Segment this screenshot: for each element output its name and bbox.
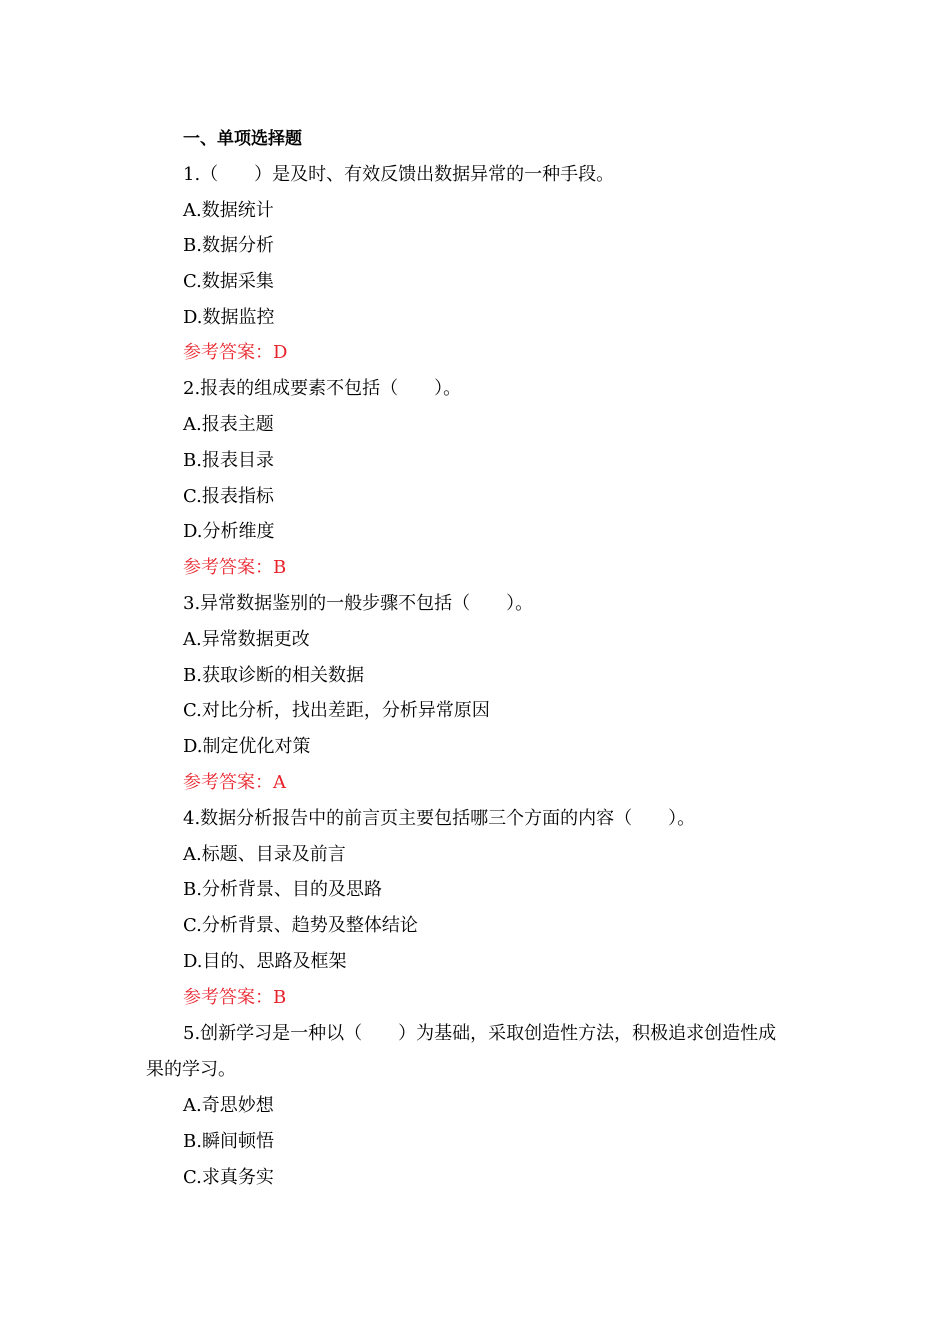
question-1-option-d: D.数据监控 xyxy=(183,307,275,328)
question-2-option-b: B.报表目录 xyxy=(183,450,274,471)
question-5-stem-continued: 果的学习。 xyxy=(146,1059,236,1080)
question-3-option-a: A.异常数据更改 xyxy=(183,629,310,650)
question-2-stem: 2.报表的组成要素不包括（ ）。 xyxy=(183,378,462,399)
question-5-option-a: A.奇思妙想 xyxy=(183,1095,274,1116)
question-5-option-b: B.瞬间顿悟 xyxy=(183,1131,274,1152)
question-4-stem: 4.数据分析报告中的前言页主要包括哪三个方面的内容（ ）。 xyxy=(183,808,696,829)
question-3-option-d: D.制定优化对策 xyxy=(183,736,311,757)
question-2-option-c: C.报表指标 xyxy=(183,486,274,507)
question-1-option-c: C.数据采集 xyxy=(183,271,274,292)
question-3-option-b: B.获取诊断的相关数据 xyxy=(183,665,364,686)
question-2-option-d: D.分析维度 xyxy=(183,521,275,542)
question-1-stem: 1.（ ）是及时、有效反馈出数据异常的一种手段。 xyxy=(183,164,615,185)
question-5-option-c: C.求真务实 xyxy=(183,1167,274,1188)
question-2-option-a: A.报表主题 xyxy=(183,414,274,435)
question-4-answer: 参考答案：B xyxy=(183,987,287,1008)
question-5-stem: 5.创新学习是一种以（ ）为基础，采取创造性方法，积极追求创造性成 xyxy=(183,1023,777,1044)
question-1-answer: 参考答案：D xyxy=(183,342,288,363)
question-3-stem: 3.异常数据鉴别的一般步骤不包括（ ）。 xyxy=(183,593,534,614)
question-3-answer: 参考答案：A xyxy=(183,772,286,793)
question-4-option-a: A.标题、目录及前言 xyxy=(183,844,346,865)
question-1-option-a: A.数据统计 xyxy=(183,200,274,221)
question-3-option-c: C.对比分析，找出差距，分析异常原因 xyxy=(183,700,490,721)
question-4-option-d: D.目的、思路及框架 xyxy=(183,951,347,972)
question-2-answer: 参考答案：B xyxy=(183,557,287,578)
section-title: 一、单项选择题 xyxy=(183,129,302,149)
question-4-option-c: C.分析背景、趋势及整体结论 xyxy=(183,915,418,936)
question-1-option-b: B.数据分析 xyxy=(183,235,274,256)
question-4-option-b: B.分析背景、目的及思路 xyxy=(183,879,382,900)
